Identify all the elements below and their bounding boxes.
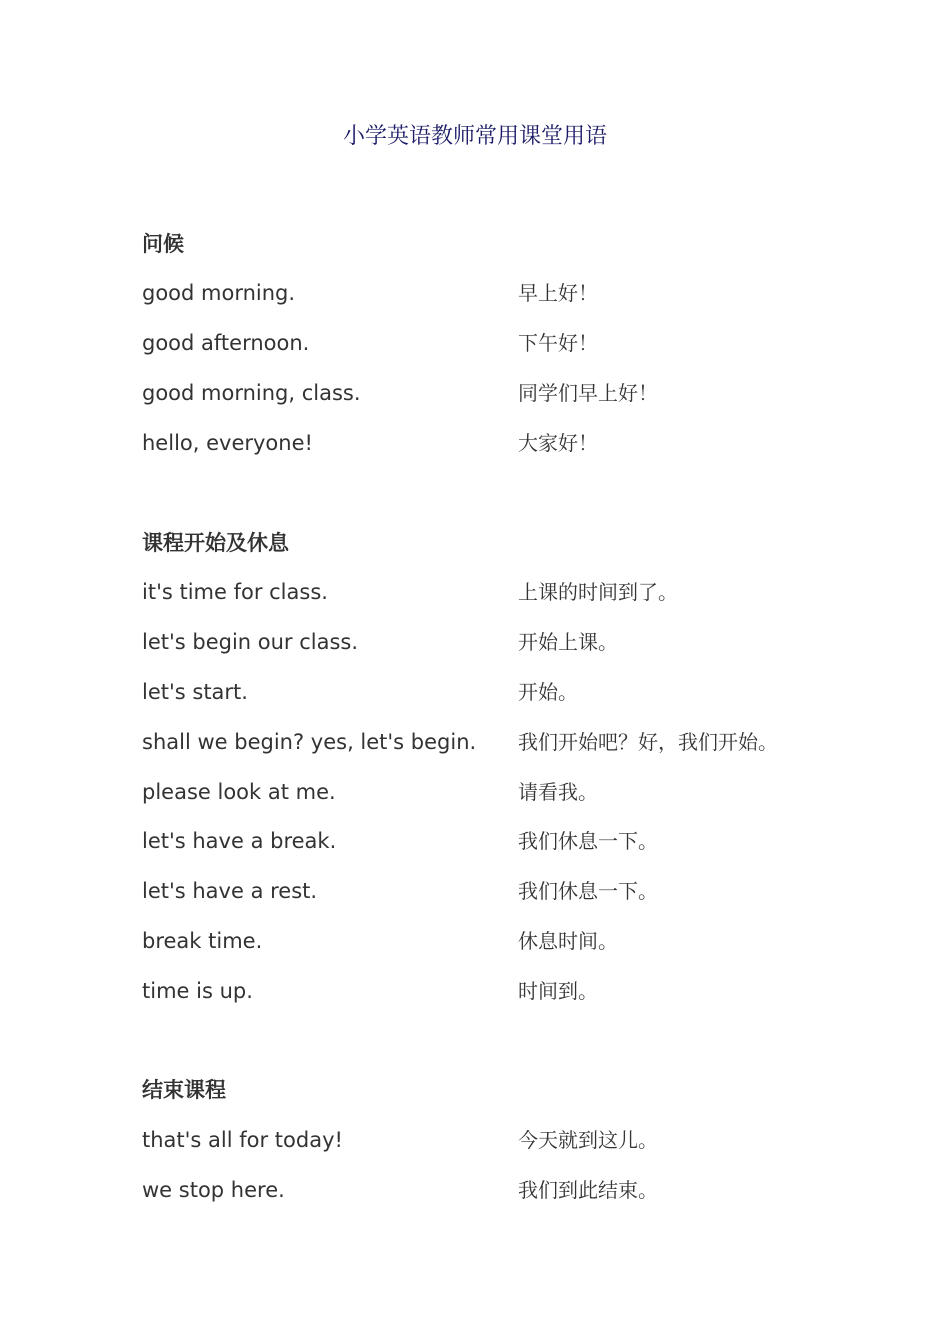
chinese-translation: 休息时间。: [518, 929, 618, 953]
phrase-row: [142, 376, 842, 410]
english-phrase: good morning.: [142, 281, 296, 305]
phrase-row: [142, 874, 842, 908]
chinese-translation: 上课的时间到了。: [518, 580, 678, 604]
phrase-row: [142, 974, 842, 1008]
english-phrase: we stop here.: [142, 1178, 285, 1202]
phrase-row: [142, 326, 842, 360]
phrase-row: [142, 575, 842, 609]
chinese-translation: 下午好！: [518, 331, 598, 355]
phrase-row: [142, 775, 842, 809]
chinese-translation: 开始上课。: [518, 630, 618, 654]
chinese-translation: 开始。: [518, 680, 578, 704]
chinese-translation: 早上好！: [518, 281, 598, 305]
english-phrase: please look at me.: [142, 780, 336, 804]
english-phrase: let's start.: [142, 680, 248, 704]
phrase-row: [142, 426, 842, 460]
english-phrase: let's have a break.: [142, 829, 337, 853]
chinese-translation: 时间到。: [518, 979, 598, 1003]
english-phrase: that's all for today!: [142, 1128, 343, 1152]
english-phrase: hello, everyone!: [142, 431, 313, 455]
chinese-translation: 请看我。: [518, 780, 598, 804]
phrase-row: [142, 824, 842, 858]
chinese-translation: 今天就到这儿。: [518, 1128, 658, 1152]
phrase-row: [142, 675, 842, 709]
phrase-row: [142, 276, 842, 310]
phrase-row: [142, 1173, 842, 1207]
section-heading-class-start-and-break: 课程开始及休息: [142, 531, 289, 555]
chinese-translation: 我们休息一下。: [518, 829, 658, 853]
english-phrase: let's have a rest.: [142, 879, 318, 903]
chinese-translation: 我们开始吧？好，我们开始。: [518, 730, 778, 754]
phrase-row: [142, 625, 842, 659]
phrase-row: [142, 924, 842, 958]
phrase-row: [142, 725, 842, 759]
section-heading-greetings: 问候: [142, 232, 184, 256]
english-phrase: shall we begin? yes, let's begin.: [142, 730, 477, 754]
english-phrase: let's begin our class.: [142, 630, 359, 654]
english-phrase: good afternoon.: [142, 331, 310, 355]
phrase-row: [142, 1123, 842, 1157]
english-phrase: break time.: [142, 929, 263, 953]
chinese-translation: 大家好！: [518, 431, 598, 455]
english-phrase: it's time for class.: [142, 580, 328, 604]
chinese-translation: 我们休息一下。: [518, 879, 658, 903]
english-phrase: good morning, class.: [142, 381, 361, 405]
english-phrase: time is up.: [142, 979, 253, 1003]
document-title: 小学英语教师常用课堂用语: [342, 124, 607, 149]
chinese-translation: 我们到此结束。: [518, 1178, 658, 1202]
section-heading-end-of-class: 结束课程: [142, 1078, 226, 1102]
chinese-translation: 同学们早上好！: [518, 381, 658, 405]
